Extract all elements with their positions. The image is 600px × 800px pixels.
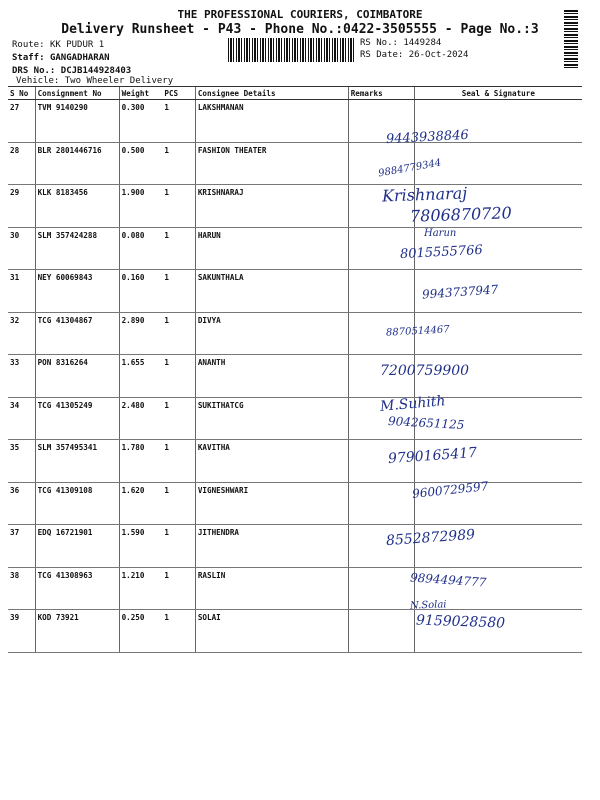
handwritten-text: 7806870720	[409, 203, 513, 226]
drs-line: DRS No.: DCJB144928403	[12, 66, 132, 76]
drs-value: DCJB144928403	[60, 66, 132, 76]
company-title: THE PROFESSIONAL COURIERS, COIMBATORE	[177, 8, 423, 21]
cell-sno: 32	[8, 312, 35, 355]
cell-consignment-no: TCG 41305249	[35, 397, 119, 440]
col-header-signature: Seal & Signature	[414, 87, 582, 100]
cell-sno: 39	[8, 610, 35, 653]
cell-sno: 38	[8, 567, 35, 610]
table-row	[8, 312, 582, 355]
table-row	[8, 142, 582, 185]
cell-pcs: 1	[162, 142, 195, 185]
cell-consignment-no: BLR 2801446716	[35, 142, 119, 185]
cell-remarks	[348, 567, 414, 610]
cell-consignee: SAKUNTHALA	[195, 270, 348, 313]
handwritten-text: N.Solai	[409, 599, 447, 612]
handwritten-text: 9159028580	[415, 612, 506, 632]
vehicle-line: Vehicle: Two Wheeler Delivery	[16, 76, 174, 86]
col-header-weight: Weight	[119, 87, 162, 100]
handwritten-text: 8870514467	[385, 324, 450, 339]
col-header-sno: S No	[8, 87, 35, 100]
cell-consignment-no: TCG 41308963	[35, 567, 119, 610]
cell-consignment-no: TVM 9140290	[35, 100, 119, 143]
cell-consignment-no: TCG 41309108	[35, 482, 119, 525]
table-row	[8, 355, 582, 398]
cell-pcs: 1	[162, 525, 195, 568]
cell-pcs: 1	[162, 355, 195, 398]
cell-weight: 1.780	[119, 440, 162, 483]
handwritten-text: 9943737947	[421, 282, 499, 302]
cell-pcs: 1	[162, 100, 195, 143]
cell-pcs: 1	[162, 440, 195, 483]
cell-sno: 31	[8, 270, 35, 313]
cell-pcs: 1	[162, 482, 195, 525]
handwritten-text: 9443938846	[385, 127, 470, 148]
handwritten-text: 9042651125	[387, 414, 465, 432]
cell-consignee: JITHENDRA	[195, 525, 348, 568]
runsheet-title: Delivery Runsheet - P43 - Phone No.:0422-3505555 - Page No.:3	[61, 22, 539, 37]
cell-sno: 37	[8, 525, 35, 568]
handwritten-text: Harun	[424, 228, 457, 239]
cell-consignment-no: SLM 357495341	[35, 440, 119, 483]
cell-weight: 0.160	[119, 270, 162, 313]
barcode-image	[228, 38, 356, 62]
cell-sno: 29	[8, 185, 35, 228]
table-row	[8, 482, 582, 525]
cell-sno: 27	[8, 100, 35, 143]
table-row	[8, 440, 582, 483]
cell-consignee: DIVYA	[195, 312, 348, 355]
delivery-table	[8, 86, 582, 653]
cell-weight: 1.900	[119, 185, 162, 228]
cell-remarks	[348, 270, 414, 313]
rs-date: RS Date: 26-Oct-2024	[360, 50, 469, 60]
cell-weight: 2.890	[119, 312, 162, 355]
cell-pcs: 1	[162, 227, 195, 270]
cell-consignee: LAKSHMANAN	[195, 100, 348, 143]
col-header-remarks: Remarks	[348, 87, 414, 100]
side-barcode-image	[564, 8, 578, 68]
cell-weight: 2.480	[119, 397, 162, 440]
rs-number: RS No.: 1449284	[360, 38, 442, 48]
col-header-consignee: Consignee Details	[195, 87, 348, 100]
cell-consignee: RASLIN	[195, 567, 348, 610]
col-header-pcs: PCS	[162, 87, 195, 100]
cell-pcs: 1	[162, 312, 195, 355]
cell-consignment-no: PON 8316264	[35, 355, 119, 398]
cell-consignment-no: KOD 73921	[35, 610, 119, 653]
cell-weight: 1.655	[119, 355, 162, 398]
cell-weight: 0.080	[119, 227, 162, 270]
cell-consignee: SUKITHATCG	[195, 397, 348, 440]
cell-consignment-no: TCG 41304867	[35, 312, 119, 355]
staff-value: GANGADHARAN	[49, 53, 110, 63]
cell-sno: 28	[8, 142, 35, 185]
cell-pcs: 1	[162, 610, 195, 653]
cell-consignee: ANANTH	[195, 355, 348, 398]
cell-pcs: 1	[162, 270, 195, 313]
handwritten-text: Krishnaraj	[381, 183, 468, 206]
table-row	[8, 567, 582, 610]
handwritten-text: 9600729597	[411, 479, 489, 501]
handwritten-text: M.Suhith	[379, 393, 447, 415]
staff-line: Staff: GANGADHARAN	[12, 53, 110, 63]
cell-consignee: FASHION THEATER	[195, 142, 348, 185]
cell-sno: 34	[8, 397, 35, 440]
handwritten-text: 7200759900	[380, 363, 470, 379]
cell-weight: 1.210	[119, 567, 162, 610]
cell-consignee: KRISHNARAJ	[195, 185, 348, 228]
table-row	[8, 227, 582, 270]
cell-consignment-no: KLK 8183456	[35, 185, 119, 228]
cell-pcs: 1	[162, 185, 195, 228]
cell-weight: 0.300	[119, 100, 162, 143]
handwritten-text: 9894494777	[409, 570, 487, 590]
cell-consignee: HARUN	[195, 227, 348, 270]
cell-weight: 0.500	[119, 142, 162, 185]
table-row	[8, 100, 582, 143]
cell-sno: 30	[8, 227, 35, 270]
handwritten-text: 8015555766	[399, 242, 484, 263]
cell-sno: 36	[8, 482, 35, 525]
handwritten-text: 9884779344	[377, 157, 443, 180]
cell-sno: 35	[8, 440, 35, 483]
table-body	[8, 100, 582, 653]
cell-pcs: 1	[162, 567, 195, 610]
route-line: Route: KK PUDUR 1	[12, 40, 105, 50]
cell-consignee: SOLAI	[195, 610, 348, 653]
table-row	[8, 525, 582, 568]
cell-remarks	[348, 610, 414, 653]
cell-sno: 33	[8, 355, 35, 398]
cell-remarks	[348, 482, 414, 525]
cell-consignment-no: EDQ 16721901	[35, 525, 119, 568]
col-header-consignment: Consignment No	[35, 87, 119, 100]
cell-consignee: KAVITHA	[195, 440, 348, 483]
table-header-row	[8, 87, 582, 100]
handwritten-text: 9790165417	[387, 444, 478, 468]
cell-pcs: 1	[162, 397, 195, 440]
cell-weight: 1.590	[119, 525, 162, 568]
cell-weight: 1.620	[119, 482, 162, 525]
table-row	[8, 397, 582, 440]
cell-consignment-no: NEY 60069843	[35, 270, 119, 313]
cell-weight: 0.250	[119, 610, 162, 653]
route-value: KK PUDUR 1	[49, 40, 105, 50]
handwritten-text: 8552872989	[385, 526, 476, 550]
cell-consignment-no: SLM 357424288	[35, 227, 119, 270]
cell-consignee: VIGNESHWARI	[195, 482, 348, 525]
